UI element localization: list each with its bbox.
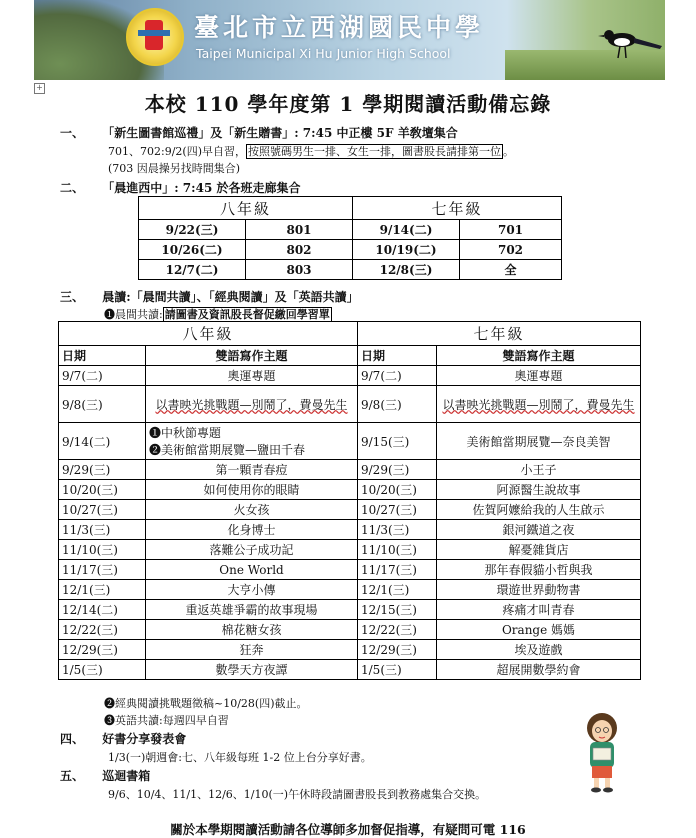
date-cell: 12/1(三) bbox=[59, 580, 146, 600]
table-row bbox=[59, 620, 641, 640]
date-cell: 12/15(三) bbox=[358, 600, 437, 620]
table-subheader-row bbox=[59, 346, 641, 366]
section-2 bbox=[60, 179, 300, 196]
theme-cell: 銀河鐵道之夜 bbox=[437, 520, 641, 540]
grade7-header: 七年級 bbox=[353, 197, 562, 220]
class-cell: 全 bbox=[460, 260, 562, 280]
section-1-note: (703 因晨操另找時間集合) bbox=[108, 162, 241, 175]
header-banner bbox=[34, 0, 665, 80]
theme-cell: 佐賀阿嬤給我的人生啟示 bbox=[437, 500, 641, 520]
grade8-header: 八年級 bbox=[139, 197, 353, 220]
student-reading-illustration bbox=[573, 708, 631, 793]
section-4-detail: 1/3(一)朝週會:七、八年級每班 1-2 位上台分享好書。 bbox=[108, 751, 372, 764]
section-5 bbox=[60, 767, 150, 784]
date-cell: 12/1(三) bbox=[358, 580, 437, 600]
date-cell: 10/19(二) bbox=[353, 240, 460, 260]
table-header-row bbox=[59, 322, 641, 346]
date-cell: 12/14(二) bbox=[59, 600, 146, 620]
theme-cell: 化身博士 bbox=[146, 520, 358, 540]
section-4-heading: 好書分享發表會 bbox=[102, 732, 187, 746]
table-row bbox=[59, 540, 641, 560]
date-cell: 9/8(三) bbox=[358, 386, 437, 423]
date-cell: 11/17(三) bbox=[358, 560, 437, 580]
class-cell: 702 bbox=[460, 240, 562, 260]
theme-cell: 奧運專題 bbox=[437, 366, 641, 386]
date-cell: 12/7(二) bbox=[139, 260, 246, 280]
table-row bbox=[59, 423, 641, 460]
section-1-detail-end: 。 bbox=[502, 145, 514, 158]
theme-cell: 火女孩 bbox=[146, 500, 358, 520]
section-2-number: 二、 bbox=[60, 181, 85, 195]
date-cell: 1/5(三) bbox=[59, 660, 146, 680]
theme-cell: 重返英雄爭霸的故事現場 bbox=[146, 600, 358, 620]
theme-cell: One World bbox=[146, 560, 358, 580]
date-col-header: 日期 bbox=[59, 346, 146, 366]
theme-col-header: 雙語寫作主題 bbox=[146, 346, 358, 366]
theme-cell: 第一顆青春痘 bbox=[146, 460, 358, 480]
magpie-icon bbox=[594, 22, 664, 62]
table-row bbox=[139, 260, 562, 280]
date-cell: 9/7(二) bbox=[358, 366, 437, 386]
theme-cell bbox=[146, 423, 358, 460]
theme-cell: 那年春假貓小哲與我 bbox=[437, 560, 641, 580]
section-3-sub-prefix: ❶晨間共讀: bbox=[104, 308, 163, 321]
table-header-row bbox=[139, 197, 562, 220]
date-cell: 12/8(三) bbox=[353, 260, 460, 280]
date-cell: 10/27(三) bbox=[59, 500, 146, 520]
date-cell: 9/8(三) bbox=[59, 386, 146, 423]
school-name-zh: 臺北市立西湖國民中學 bbox=[194, 13, 485, 42]
theme-line: ❶中秋節專題 bbox=[149, 426, 222, 440]
date-cell: 11/10(三) bbox=[59, 540, 146, 560]
table-row bbox=[59, 480, 641, 500]
date-cell: 12/22(三) bbox=[358, 620, 437, 640]
section-3 bbox=[60, 288, 359, 305]
table-anchor-icon[interactable]: + bbox=[34, 83, 45, 94]
date-cell: 9/14(二) bbox=[59, 423, 146, 460]
grade7-header: 七年級 bbox=[358, 322, 641, 346]
class-cell: 801 bbox=[246, 220, 353, 240]
note-english-reading: ❸英語共讀:每週四早自習 bbox=[104, 714, 229, 727]
table-row bbox=[59, 500, 641, 520]
section-1-number: 一、 bbox=[60, 126, 85, 140]
grade8-header: 八年級 bbox=[59, 322, 358, 346]
theme-cell: 美術館當期展覽—奈良美智 bbox=[437, 423, 641, 460]
date-cell: 11/17(三) bbox=[59, 560, 146, 580]
school-name-en: Taipei Municipal Xi Hu Junior High School bbox=[196, 46, 451, 61]
theme-cell: 大亨小傳 bbox=[146, 580, 358, 600]
section-5-detail: 9/6、10/4、11/1、12/6、1/10(一)午休時段請圖書股長到教務處集合交換。 bbox=[108, 788, 487, 801]
date-cell: 11/3(三) bbox=[59, 520, 146, 540]
table-row bbox=[139, 220, 562, 240]
theme-line: ❷美術館當期展覽—鹽田千春 bbox=[149, 443, 306, 457]
theme-cell: 阿源醫生說故事 bbox=[437, 480, 641, 500]
table-row bbox=[59, 366, 641, 386]
note-classic-reading: ❷經典閱讀挑戰題徵稿~10/28(四)截止。 bbox=[104, 697, 308, 710]
theme-cell: 超展開數學約會 bbox=[437, 660, 641, 680]
section-3-heading: 晨讀:「晨間共讀」、「經典閱讀」及「英語共讀」 bbox=[102, 290, 359, 304]
date-cell: 12/29(三) bbox=[59, 640, 146, 660]
section-3-number: 三、 bbox=[60, 290, 85, 304]
date-cell: 11/10(三) bbox=[358, 540, 437, 560]
date-cell: 10/20(三) bbox=[59, 480, 146, 500]
date-cell: 10/26(二) bbox=[139, 240, 246, 260]
date-cell: 9/29(三) bbox=[59, 460, 146, 480]
school-seal-logo bbox=[126, 8, 184, 66]
date-cell: 9/15(三) bbox=[358, 423, 437, 460]
date-cell: 9/14(二) bbox=[353, 220, 460, 240]
date-cell: 9/7(二) bbox=[59, 366, 146, 386]
date-cell: 12/22(三) bbox=[59, 620, 146, 640]
table-row bbox=[59, 386, 641, 423]
table-row bbox=[139, 240, 562, 260]
table-row bbox=[59, 460, 641, 480]
section-1-detail-a: 701、702:9/2(四)早自習， bbox=[108, 145, 246, 158]
theme-cell: 以書映光挑戰題—別鬧了，費曼先生 bbox=[146, 386, 358, 423]
section-5-heading: 巡迴書箱 bbox=[102, 769, 151, 783]
page-title: 本校 110 學年度第 1 學期閱讀活動備忘錄 bbox=[144, 92, 552, 116]
theme-cell: 解憂雜貨店 bbox=[437, 540, 641, 560]
section-1-detail-boxed: 按照號碼男生一排、女生一排，圖書股長請排第一位 bbox=[247, 145, 501, 158]
date-col-header: 日期 bbox=[358, 346, 437, 366]
date-cell: 9/29(三) bbox=[358, 460, 437, 480]
section-3-sub-boxed: 請圖書及資訊股長督促繳回學習單 bbox=[164, 308, 330, 321]
date-cell: 11/3(三) bbox=[358, 520, 437, 540]
class-cell: 803 bbox=[246, 260, 353, 280]
class-cell: 802 bbox=[246, 240, 353, 260]
date-cell: 9/22(三) bbox=[139, 220, 246, 240]
date-cell: 10/27(三) bbox=[358, 500, 437, 520]
theme-cell: 棉花糖女孩 bbox=[146, 620, 358, 640]
theme-cell: 如何使用你的眼睛 bbox=[146, 480, 358, 500]
theme-cell: 埃及遊戲 bbox=[437, 640, 641, 660]
table-row bbox=[59, 640, 641, 660]
section-3-sub bbox=[104, 306, 332, 322]
class-cell: 701 bbox=[460, 220, 562, 240]
table-row bbox=[59, 580, 641, 600]
section-1 bbox=[60, 124, 458, 141]
writing-topics-table bbox=[58, 321, 641, 680]
section-5-number: 五、 bbox=[60, 769, 85, 783]
date-cell: 10/20(三) bbox=[358, 480, 437, 500]
theme-cell: 落難公子成功記 bbox=[146, 540, 358, 560]
date-cell: 12/29(三) bbox=[358, 640, 437, 660]
section-1-heading: 「新生圖書館巡禮」及「新生贈書」: 7:45 中正樓 5F 羊敎壇集合 bbox=[102, 126, 458, 140]
theme-col-header: 雙語寫作主題 bbox=[437, 346, 641, 366]
theme-cell: 小王子 bbox=[437, 460, 641, 480]
section-1-detail bbox=[108, 143, 514, 159]
section-4 bbox=[60, 730, 186, 747]
morning-schedule-table bbox=[138, 196, 562, 280]
theme-cell: 奧運專題 bbox=[146, 366, 358, 386]
theme-cell: Orange 媽媽 bbox=[437, 620, 641, 640]
table-row bbox=[59, 660, 641, 680]
theme-cell: 以書映光挑戰題—別鬧了，費曼先生 bbox=[437, 386, 641, 423]
table-row bbox=[59, 560, 641, 580]
theme-cell: 狂奔 bbox=[146, 640, 358, 660]
table-row bbox=[59, 520, 641, 540]
date-cell: 1/5(三) bbox=[358, 660, 437, 680]
theme-cell: 數學天方夜譚 bbox=[146, 660, 358, 680]
section-2-heading: 「晨進西中」: 7:45 於各班走廊集合 bbox=[102, 181, 301, 195]
table-row bbox=[59, 600, 641, 620]
section-4-number: 四、 bbox=[60, 732, 85, 746]
theme-cell: 疼痛才叫青春 bbox=[437, 600, 641, 620]
footer-note: 關於本學期閱讀活動請各位導師多加督促指導，有疑問可電 116 bbox=[170, 822, 526, 837]
theme-cell: 環遊世界動物書 bbox=[437, 580, 641, 600]
